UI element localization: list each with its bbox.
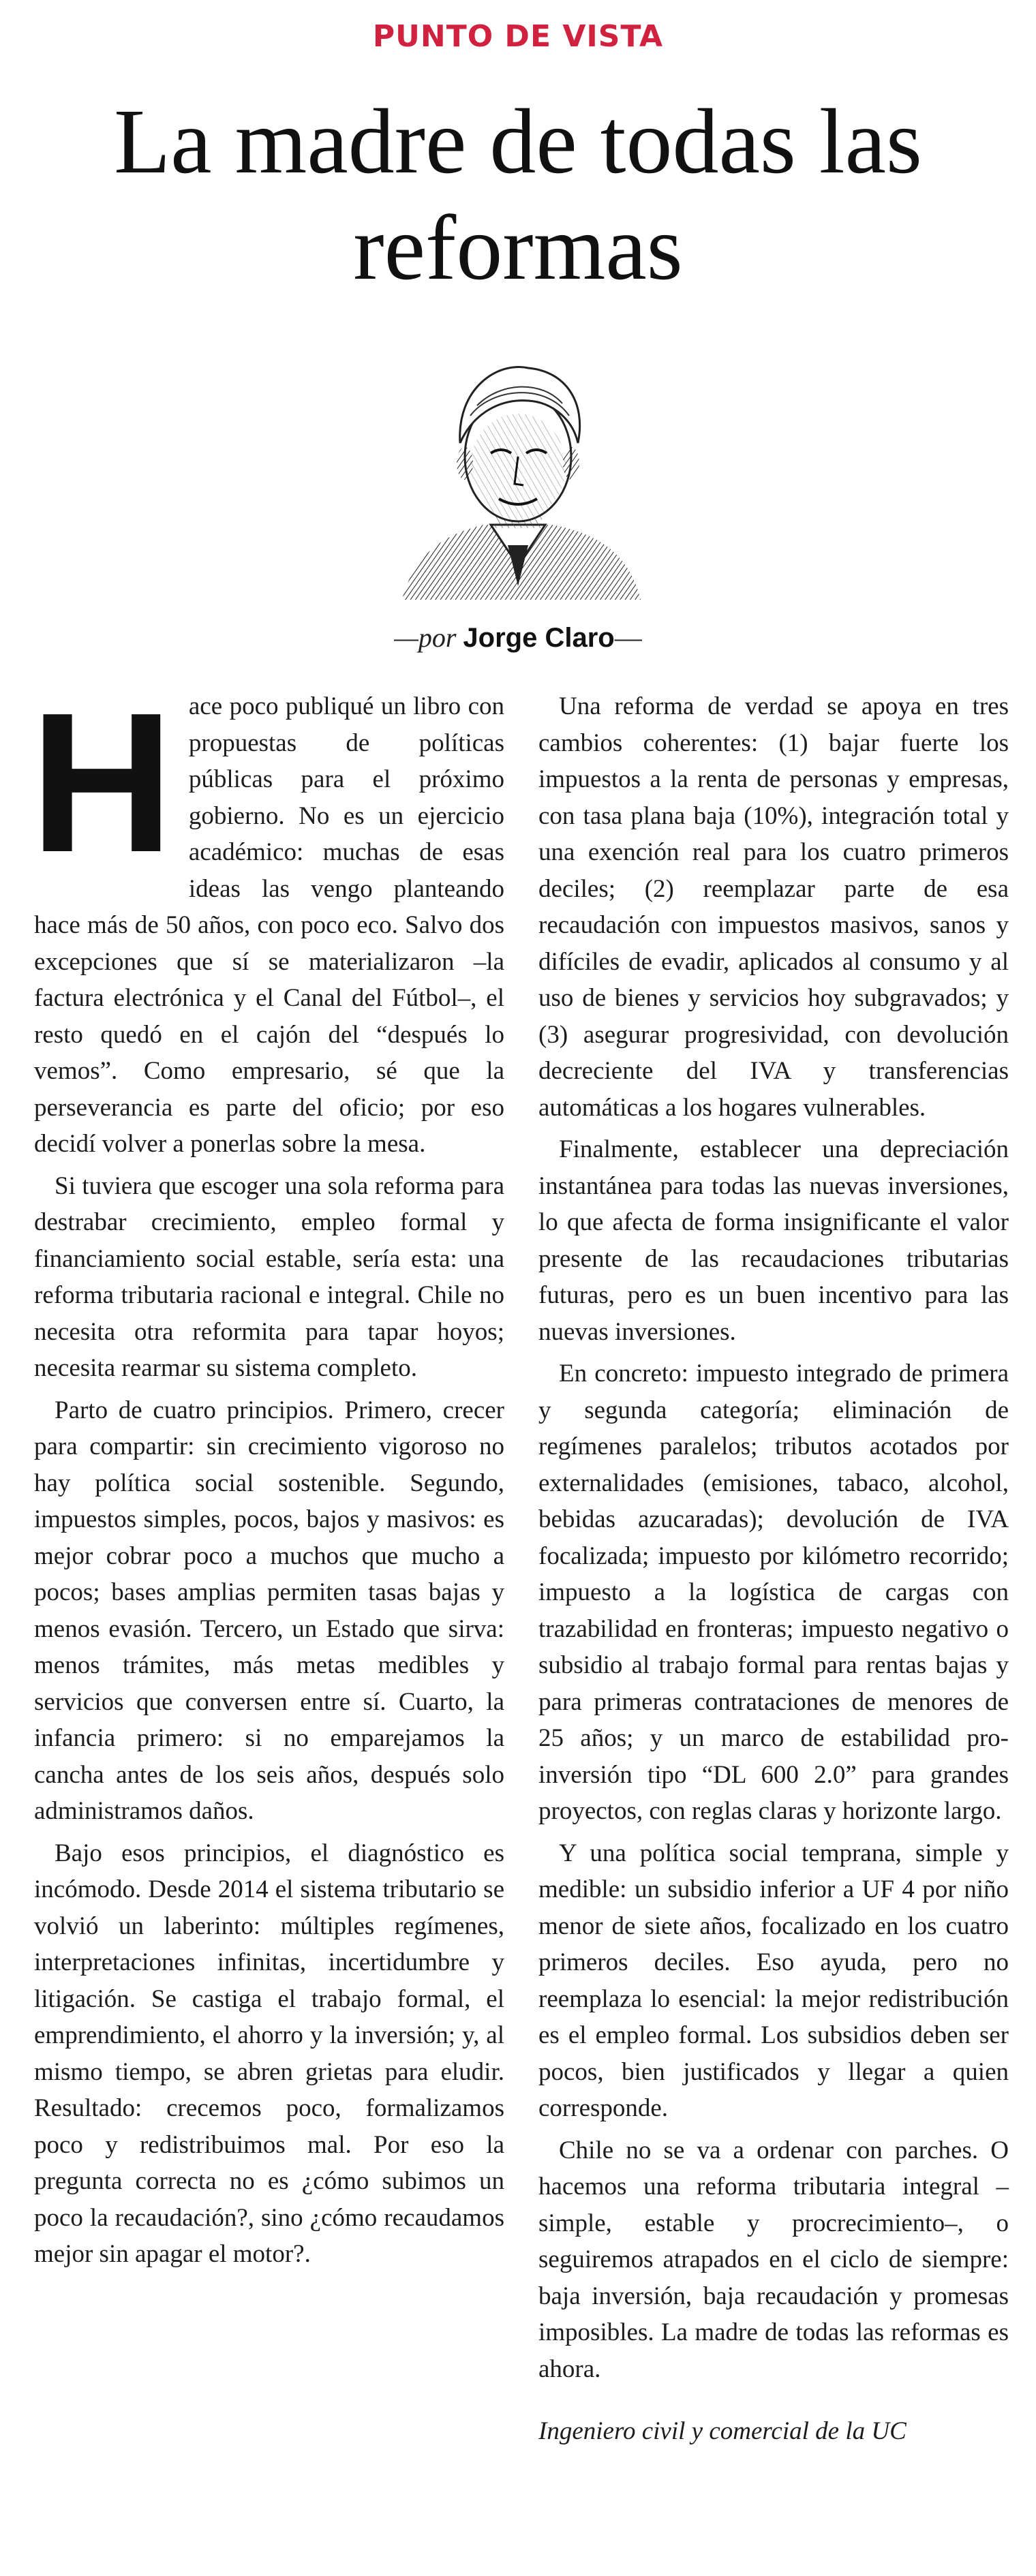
article-paragraph-3: Parto de cuatro principios. Primero, crecer para compartir: sin crecimiento vigoroso no hay política social sostenible. Segundo, impuestos simples, pocos, bajos y masivos: es mejor cobrar poco a muchos que mucho a pocos; bases amplias permiten tasas bajas y menos evasión. Tercero, un Estado que sirva: menos trámites, más metas medibles y servicios que conversen entre sí. Cuarto, la infancia primero: si no emparejamos la cancha antes de los seis años, después solo administramos daños.: [34, 1396, 504, 1825]
byline: [0, 622, 1036, 654]
article-paragraph-8: Y una política social temprana, simple y medible: un subsidio inferior a UF 4 por niño menor de siete años, focalizado en los cuatro primeros deciles. Eso ayuda, pero no reemplaza lo esencial: la mejor redistribución es el empleo formal. Los subsidios deben ser pocos, bien justificados y llegar a quien corresponde.: [538, 1839, 1009, 2122]
section-label: PUNTO DE VISTA: [372, 19, 664, 54]
article-paragraph-7: En concreto: impuesto integrado de primera y segunda categoría; eliminación de regímenes paralelos; tributos acotados por externalidades (emisiones, tabaco, alcohol, bebidas azucaradas); devolución de IVA focalizada; impuesto por kilómetro recorrido; impuesto a la logística de cargas con trazabilidad en fronteras; impuesto negativo o subsidio al trabajo formal para rentas bajas y para primeras contrataciones de menores de 25 años; y un marco de estabilidad pro-inversión tipo “DL 600 2.0” para grandes proyectos, con reglas claras y horizonte largo.: [538, 1360, 1009, 1825]
byline-prefix: —por: [394, 622, 463, 653]
article-column-left: [30, 671, 504, 2278]
article-column-right: [538, 688, 1009, 2455]
headline: La madre de todas las reformas: [114, 91, 922, 299]
article-paragraph-1: [30, 671, 504, 1163]
drop-cap: H: [30, 671, 174, 893]
byline-suffix: —: [614, 622, 642, 653]
author-signature: Ingeniero civil y comercial de la UC: [538, 2417, 906, 2445]
paragraph-1-text: ace poco publiqué un libro con propuestas de políticas públicas para el próximo gobierno. No es un ejercicio académico: muchas de esas ideas las vengo planteando hace más de 50 años, con poco eco. Salvo dos excepciones que sí se materializaron –la factura electrónica y el Canal del Fútbol–, el resto quedó en el cajón del “después lo vemos”. Como empresario, sé que la perseverancia es parte del oficio; por eso decidí volver a ponerlas sobre la mesa.: [34, 692, 504, 1158]
author-portrait-icon: [382, 341, 654, 600]
article-paragraph-9: Chile no se va a ordenar con parches. O hacemos una reforma tributaria integral –simple, estable y procrecimiento–, o seguiremos atrapados en el ciclo de siempre: baja inversión, baja recaudación y promesas imposibles. La madre de todas las reformas es ahora.: [538, 2136, 1009, 2383]
author-name: Jorge Claro: [463, 623, 615, 653]
article-paragraph-2: Si tuviera que escoger una sola reforma para destrabar crecimiento, empleo formal y financiamiento social estable, sería esta: una reforma tributaria racional e integral. Chile no necesita otra reformita para tapar hoyos; necesita rearmar su sistema completo.: [34, 1171, 504, 1382]
article-paragraph-5: Una reforma de verdad se apoya en tres cambios coherentes: (1) bajar fuerte los impuestos a la renta de personas y empresas, con tasa plana baja (10%), integración total y una exención real para los cuatro primeros deciles; (2) reemplazar parte de esa recaudación con impuestos masivos, sanos y difíciles de evadir, aplicados al consumo y al uso de bienes y servicios hoy subgravados; y (3) asegurar progresividad, con devolución decreciente del IVA y transferencias automáticas a los hogares vulnerables.: [538, 692, 1009, 1122]
article-paragraph-4: Bajo esos principios, el diagnóstico es incómodo. Desde 2014 el sistema tributario se volvió un laberinto: múltiples regímenes, interpretaciones infinitas, incertidumbre y litigación. Se castiga el trabajo formal, el emprendimiento, el ahorro y la inversión; y, al mismo tiempo, se abren grietas para eludir. Resultado: crecemos poco, formalizamos poco y redistribuimos mal. Por eso la pregunta correcta no es ¿cómo subimos un poco la recaudación?, sino ¿cómo recaudamos mejor sin apagar el motor?.: [34, 1839, 504, 2268]
article-paragraph-6: Finalmente, establecer una depreciación instantánea para todas las nuevas inversiones, lo que afecta de forma insignificante el valor presente de las recaudaciones tributarias futuras, pero es un buen incentivo para las nuevas inversiones.: [538, 1135, 1009, 1346]
